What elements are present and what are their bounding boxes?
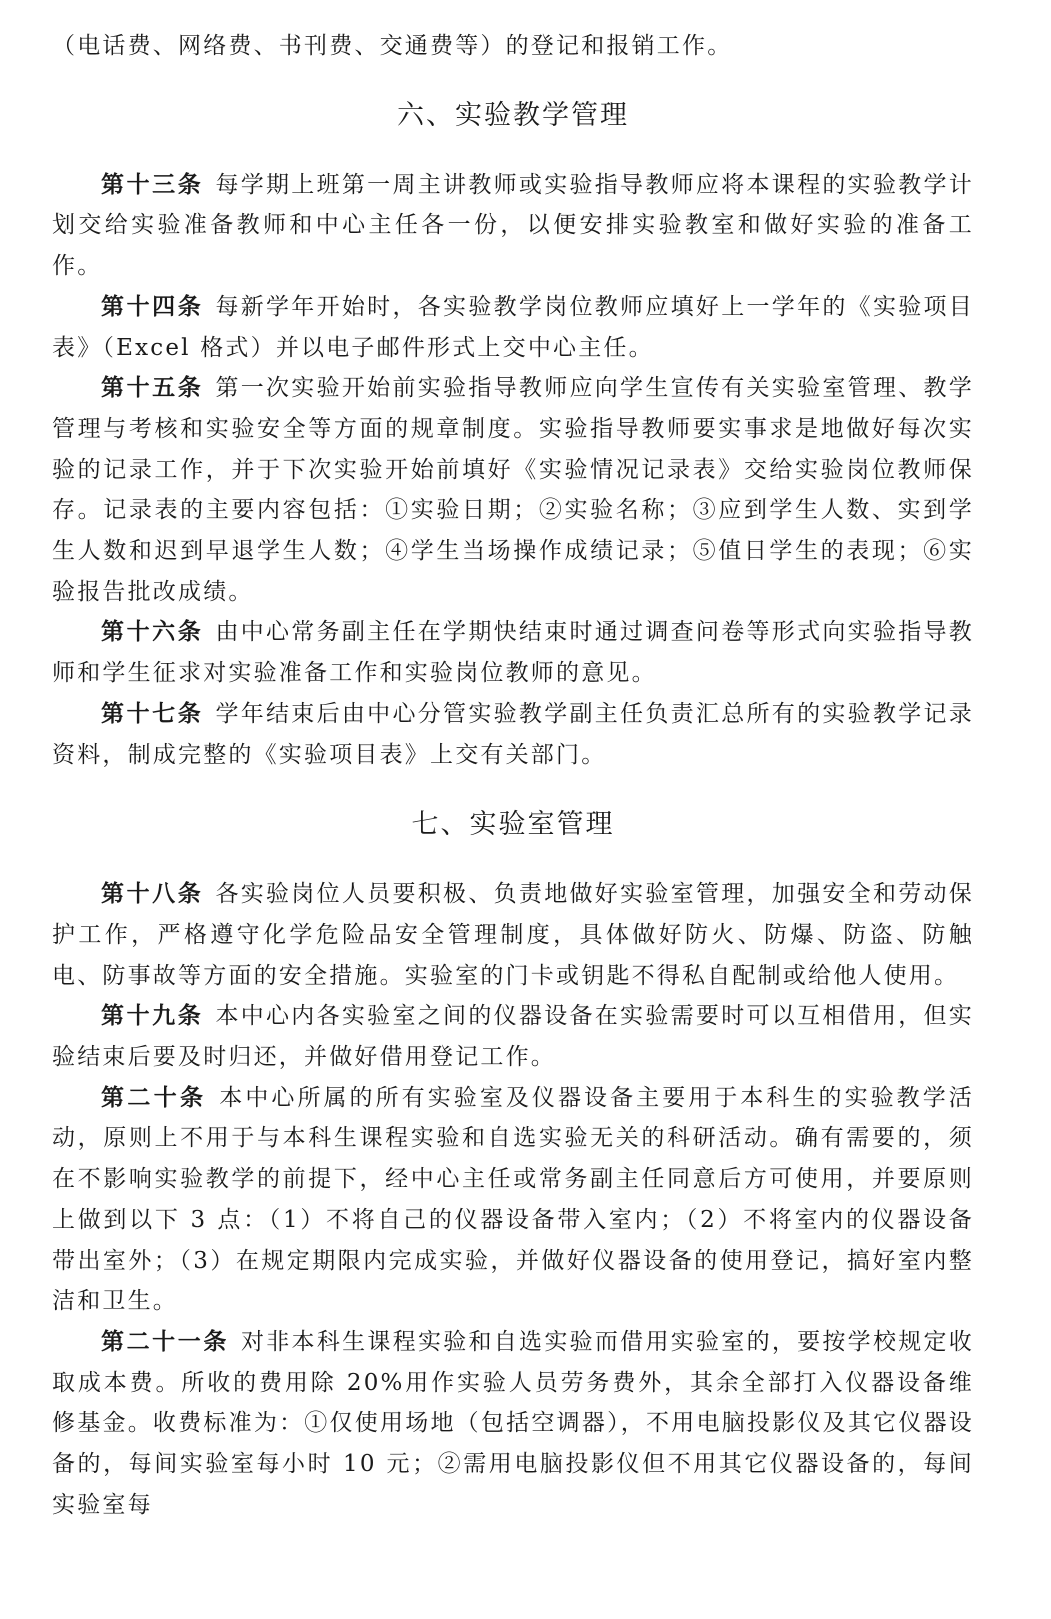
article-20 bbox=[52, 1078, 974, 1322]
article-label: 第十四条 bbox=[101, 293, 204, 320]
article-14 bbox=[52, 287, 974, 368]
article-label: 第十六条 bbox=[101, 619, 204, 646]
article-label: 第二十一条 bbox=[101, 1328, 229, 1355]
article-text: 本中心内各实验室之间的仪器设备在实验需要时可以互相借用，但实验结束后要及时归还，并做好借用登记工作。 bbox=[52, 1003, 975, 1071]
article-text: 第一次实验开始前实验指导教师应向学生宣传有关实验室管理、教学管理与考核和实验安全等方面的规章制度。实验指导教师要实事求是地做好每次实验的记录工作，并于下次实验开始前填好《实验情况记录表》交给实验岗位教师保存。记录表的主要内容包括：①实验日期；②实验名称；③应到学生人数、实到学生人数和迟到早退学生人数；④学生当场操作成绩记录；⑤值日学生的表现；⑥实验报告批改成绩。 bbox=[52, 375, 975, 605]
article-label: 第十五条 bbox=[101, 375, 204, 402]
intro-paragraph: （电话费、网络费、书刊费、交通费等）的登记和报销工作。 bbox=[52, 33, 733, 59]
article-label: 第十八条 bbox=[101, 881, 204, 908]
article-label: 第十七条 bbox=[101, 700, 204, 727]
article-label: 第十九条 bbox=[101, 1003, 204, 1030]
section-heading-experimental-teaching: 六、实验教学管理 bbox=[397, 99, 629, 131]
article-text: 各实验岗位人员要积极、负责地做好实验室管理，加强安全和劳动保护工作，严格遵守化学危险品安全管理制度，具体做好防火、防爆、防盗、防触电、防事故等方面的安全措施。实验室的门卡或钥匙不得私自配制或给他人使用。 bbox=[52, 881, 975, 989]
article-text: 每学期上班第一周主讲教师或实验指导教师应将本课程的实验教学计划交给实验准备教师和中心主任各一份，以便安排实验教室和做好实验的准备工作。 bbox=[52, 171, 975, 280]
article-15 bbox=[52, 368, 974, 612]
article-text: 本中心所属的所有实验室及仪器设备主要用于本科生的实验教学活动，原则上不用于与本科生课程实验和自选实验无关的科研活动。确有需要的，须在不影响实验教学的前提下，经中心主任或常务副主任同意后方可使用，并要原则上做到以下 3 点：（1）不将自己的仪器设备带入室内；（2）不将室内的仪器设备带出室外；（3）在规定期限内完成实验，并做好仪器设备的使用登记，搞好室内整洁和卫生。 bbox=[52, 1084, 974, 1315]
document-body bbox=[52, 26, 974, 1526]
article-17 bbox=[52, 694, 974, 775]
article-label: 第二十条 bbox=[101, 1084, 207, 1111]
article-text: 学年结束后由中心分管实验教学副主任负责汇总所有的实验教学记录资料，制成完整的《实验项目表》上交有关部门。 bbox=[52, 700, 975, 768]
article-16 bbox=[52, 612, 974, 693]
article-text: 由中心常务副主任在学期快结束时通过调查问卷等形式向实验指导教师和学生征求对实验准备工作和实验岗位教师的意见。 bbox=[52, 619, 975, 687]
article-13 bbox=[52, 165, 974, 287]
article-text: 对非本科生课程实验和自选实验而借用实验室的，要按学校规定收取成本费。所收的费用除 20%用作实验人员劳务费外，其余全部打入仪器设备维修基金。收费标准为：①仅使用场地（包括空调器），不用电脑投影仪及其它仪器设备的，每间实验室每小时 10 元；②需用电脑投影仪但不用其它仪器设备的，每间实验室每 bbox=[52, 1328, 974, 1518]
article-label: 第十三条 bbox=[101, 171, 204, 198]
article-19 bbox=[52, 996, 974, 1077]
section-heading-lab-management: 七、实验室管理 bbox=[411, 809, 615, 841]
article-18 bbox=[52, 874, 974, 996]
article-21 bbox=[52, 1322, 974, 1526]
article-text: 每新学年开始时，各实验教学岗位教师应填好上一学年的《实验项目表》（Excel 格式）并以电子邮件形式上交中心主任。 bbox=[52, 293, 975, 361]
